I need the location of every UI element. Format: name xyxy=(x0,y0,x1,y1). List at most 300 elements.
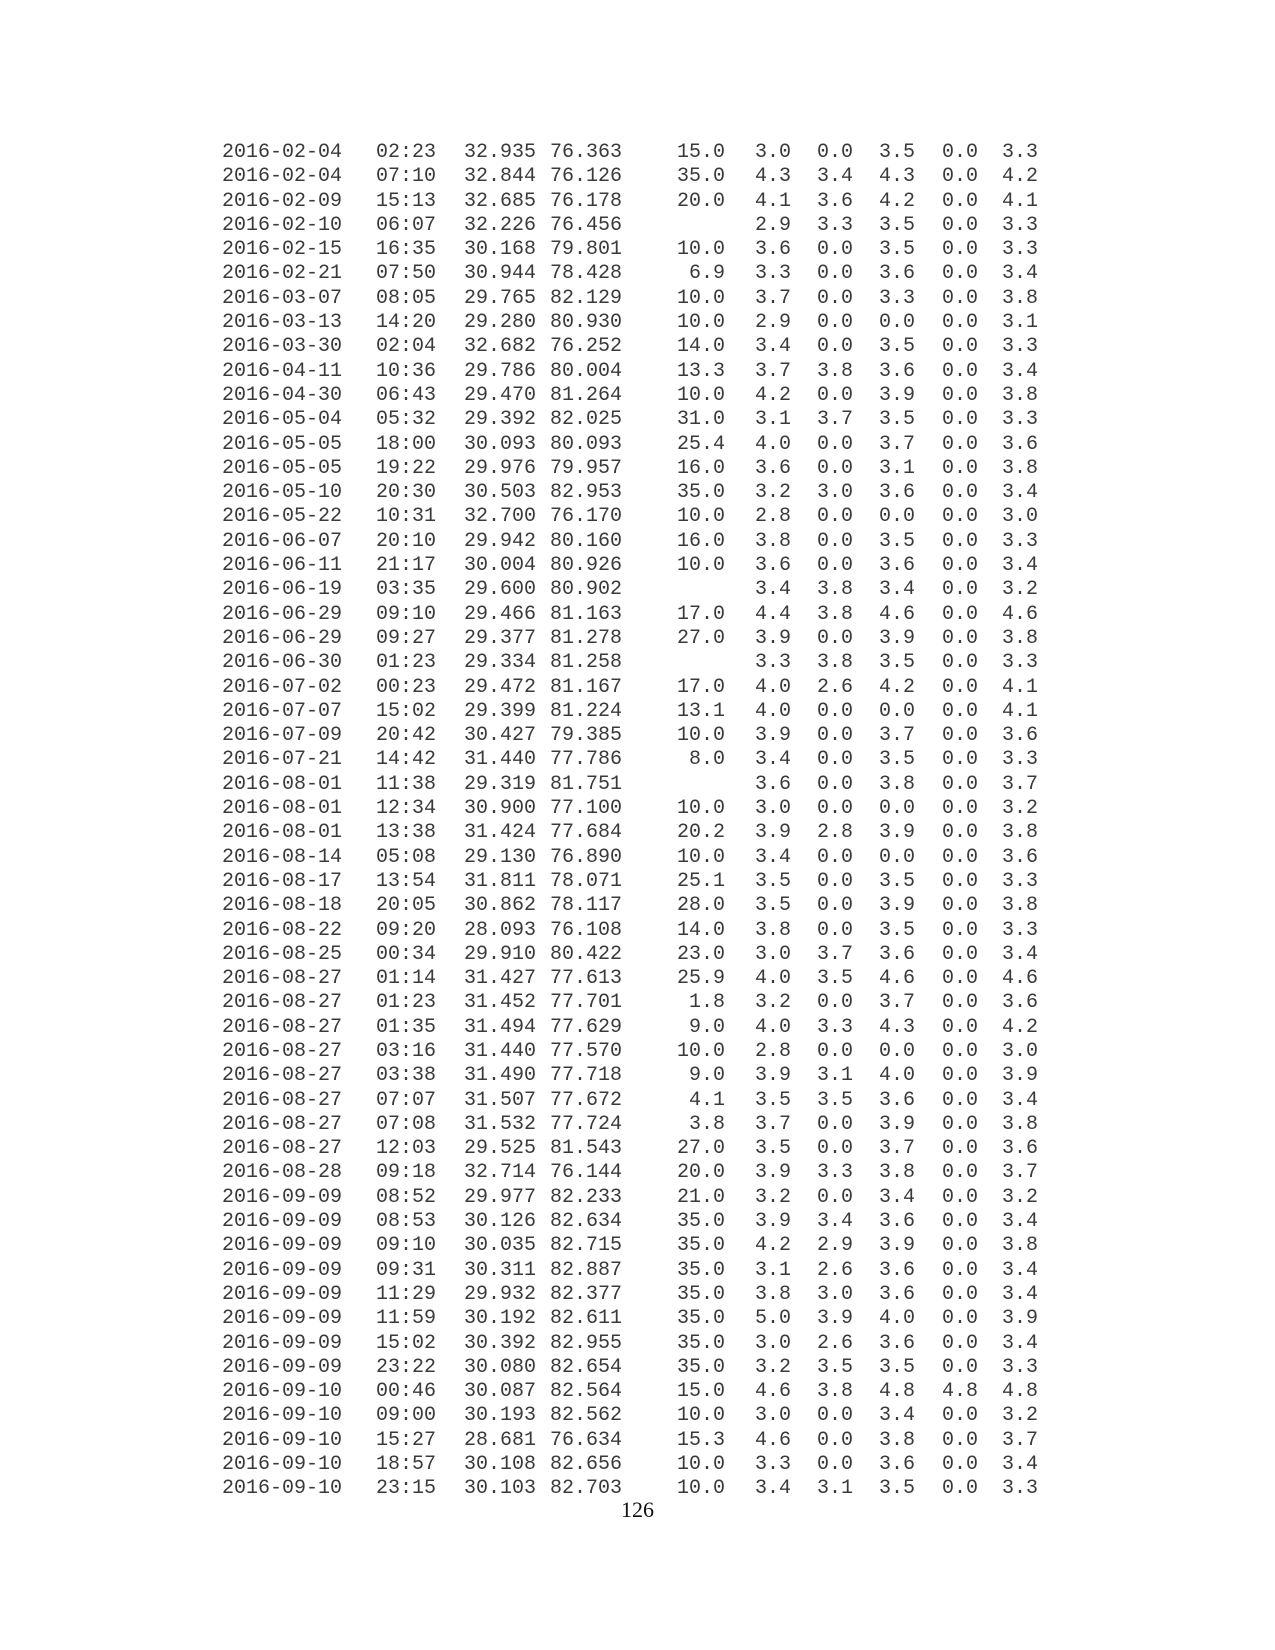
longitude-cell: 77.718 xyxy=(550,1064,623,1088)
latitude-cell: 30.193 xyxy=(464,1404,537,1428)
value-cell-3: 3.9 xyxy=(879,1234,916,1258)
value-cell-5: 3.4 xyxy=(1002,1210,1039,1234)
value-cell-4: 0.0 xyxy=(942,1064,979,1088)
depth-cell: 4.1 xyxy=(689,1088,726,1112)
table-row xyxy=(222,408,1038,432)
depth-cell: 9.0 xyxy=(689,1015,726,1039)
longitude-cell: 82.611 xyxy=(550,1307,623,1331)
value-cell-4: 0.0 xyxy=(942,1331,979,1355)
date-cell: 2016-06-30 xyxy=(222,651,343,675)
depth-cell: 10.0 xyxy=(677,1453,726,1477)
table-row xyxy=(222,214,1038,238)
value-cell-2: 3.5 xyxy=(817,1088,854,1112)
value-cell-1: 3.8 xyxy=(755,1282,792,1306)
depth-cell: 25.9 xyxy=(677,967,726,991)
value-cell-3: 4.0 xyxy=(879,1064,916,1088)
longitude-cell: 76.170 xyxy=(550,505,623,529)
table-row xyxy=(222,846,1038,870)
value-cell-4: 0.0 xyxy=(942,918,979,942)
value-cell-4: 0.0 xyxy=(942,869,979,893)
table-row xyxy=(222,1356,1038,1380)
value-cell-3: 3.6 xyxy=(879,1282,916,1306)
value-cell-3: 4.2 xyxy=(879,675,916,699)
latitude-cell: 29.280 xyxy=(464,311,537,335)
value-cell-2: 0.0 xyxy=(817,1112,854,1136)
table-row xyxy=(222,870,1038,894)
value-cell-4: 0.0 xyxy=(942,238,979,262)
time-cell: 11:38 xyxy=(376,772,437,796)
value-cell-1: 2.9 xyxy=(755,213,792,237)
depth-cell: 10.0 xyxy=(677,383,726,407)
longitude-cell: 81.258 xyxy=(550,651,623,675)
latitude-cell: 30.093 xyxy=(464,432,537,456)
table-row xyxy=(222,1186,1038,1210)
value-cell-5: 3.6 xyxy=(1002,1137,1039,1161)
value-cell-3: 3.7 xyxy=(879,1137,916,1161)
value-cell-3: 4.3 xyxy=(879,165,916,189)
date-cell: 2016-08-18 xyxy=(222,894,343,918)
latitude-cell: 29.600 xyxy=(464,578,537,602)
value-cell-3: 0.0 xyxy=(879,311,916,335)
time-cell: 07:10 xyxy=(376,165,437,189)
time-cell: 15:27 xyxy=(376,1428,437,1452)
table-row xyxy=(222,700,1038,724)
table-row xyxy=(222,1089,1038,1113)
value-cell-2: 0.0 xyxy=(817,432,854,456)
value-cell-5: 3.4 xyxy=(1002,1453,1039,1477)
date-cell: 2016-02-15 xyxy=(222,238,343,262)
value-cell-4: 0.0 xyxy=(942,967,979,991)
value-cell-1: 3.2 xyxy=(755,1355,792,1379)
value-cell-4: 0.0 xyxy=(942,311,979,335)
longitude-cell: 81.278 xyxy=(550,626,623,650)
value-cell-4: 0.0 xyxy=(942,748,979,772)
value-cell-2: 2.6 xyxy=(817,1331,854,1355)
value-cell-1: 3.1 xyxy=(755,1258,792,1282)
longitude-cell: 77.613 xyxy=(550,967,623,991)
value-cell-3: 3.8 xyxy=(879,1428,916,1452)
value-cell-5: 3.8 xyxy=(1002,456,1039,480)
value-cell-1: 4.1 xyxy=(755,189,792,213)
value-cell-1: 3.4 xyxy=(755,578,792,602)
time-cell: 16:35 xyxy=(376,238,437,262)
value-cell-5: 3.4 xyxy=(1002,481,1039,505)
value-cell-2: 3.0 xyxy=(817,1282,854,1306)
date-cell: 2016-08-01 xyxy=(222,821,343,845)
value-cell-4: 0.0 xyxy=(942,432,979,456)
longitude-cell: 76.363 xyxy=(550,141,623,164)
longitude-cell: 81.751 xyxy=(550,772,623,796)
value-cell-4: 0.0 xyxy=(942,942,979,966)
longitude-cell: 80.160 xyxy=(550,529,623,553)
latitude-cell: 30.311 xyxy=(464,1258,537,1282)
value-cell-1: 4.4 xyxy=(755,602,792,626)
value-cell-2: 2.6 xyxy=(817,1258,854,1282)
value-cell-4: 0.0 xyxy=(942,1234,979,1258)
date-cell: 2016-08-27 xyxy=(222,1088,343,1112)
depth-cell: 21.0 xyxy=(677,1185,726,1209)
depth-cell: 10.0 xyxy=(677,238,726,262)
latitude-cell: 29.466 xyxy=(464,602,537,626)
time-cell: 05:32 xyxy=(376,408,437,432)
depth-cell: 35.0 xyxy=(677,1282,726,1306)
value-cell-3: 3.8 xyxy=(879,1161,916,1185)
table-row xyxy=(222,1380,1038,1404)
date-cell: 2016-05-10 xyxy=(222,481,343,505)
depth-cell: 25.4 xyxy=(677,432,726,456)
value-cell-4: 0.0 xyxy=(942,797,979,821)
longitude-cell: 76.144 xyxy=(550,1161,623,1185)
value-cell-5: 3.3 xyxy=(1002,918,1039,942)
date-cell: 2016-08-27 xyxy=(222,1064,343,1088)
value-cell-5: 3.6 xyxy=(1002,432,1039,456)
value-cell-4: 0.0 xyxy=(942,894,979,918)
value-cell-5: 3.4 xyxy=(1002,554,1039,578)
date-cell: 2016-05-05 xyxy=(222,456,343,480)
value-cell-2: 3.3 xyxy=(817,1161,854,1185)
value-cell-3: 4.2 xyxy=(879,189,916,213)
depth-cell: 15.0 xyxy=(677,141,726,164)
date-cell: 2016-08-01 xyxy=(222,797,343,821)
longitude-cell: 82.129 xyxy=(550,286,623,310)
value-cell-2: 2.8 xyxy=(817,821,854,845)
value-cell-1: 3.1 xyxy=(755,408,792,432)
longitude-cell: 80.902 xyxy=(550,578,623,602)
value-cell-3: 3.5 xyxy=(879,141,916,164)
depth-cell xyxy=(622,651,725,675)
value-cell-4: 0.0 xyxy=(942,456,979,480)
latitude-cell: 28.093 xyxy=(464,918,537,942)
page-number: 126 xyxy=(621,1497,654,1522)
depth-cell: 13.3 xyxy=(677,359,726,383)
value-cell-3: 3.5 xyxy=(879,651,916,675)
value-cell-4: 0.0 xyxy=(942,1088,979,1112)
latitude-cell: 29.525 xyxy=(464,1137,537,1161)
time-cell: 09:10 xyxy=(376,1234,437,1258)
value-cell-5: 3.7 xyxy=(1002,772,1039,796)
date-cell: 2016-04-11 xyxy=(222,359,343,383)
depth-cell: 31.0 xyxy=(677,408,726,432)
depth-cell: 10.0 xyxy=(677,1039,726,1063)
value-cell-5: 3.2 xyxy=(1002,578,1039,602)
value-cell-2: 2.6 xyxy=(817,675,854,699)
value-cell-2: 0.0 xyxy=(817,918,854,942)
value-cell-5: 4.1 xyxy=(1002,699,1039,723)
value-cell-1: 3.2 xyxy=(755,481,792,505)
time-cell: 20:05 xyxy=(376,894,437,918)
value-cell-4: 0.0 xyxy=(942,1282,979,1306)
value-cell-3: 3.6 xyxy=(879,1088,916,1112)
value-cell-2: 0.0 xyxy=(817,1453,854,1477)
value-cell-4: 0.0 xyxy=(942,262,979,286)
time-cell: 09:00 xyxy=(376,1404,437,1428)
latitude-cell: 29.932 xyxy=(464,1282,537,1306)
longitude-cell: 82.955 xyxy=(550,1331,623,1355)
table-row xyxy=(222,1453,1038,1477)
time-cell: 15:13 xyxy=(376,189,437,213)
depth-cell: 8.0 xyxy=(689,748,726,772)
value-cell-1: 3.7 xyxy=(755,1112,792,1136)
value-cell-2: 3.4 xyxy=(817,1210,854,1234)
value-cell-4: 0.0 xyxy=(942,626,979,650)
value-cell-2: 0.0 xyxy=(817,894,854,918)
longitude-cell: 77.684 xyxy=(550,821,623,845)
time-cell: 00:34 xyxy=(376,942,437,966)
value-cell-5: 3.8 xyxy=(1002,286,1039,310)
table-row xyxy=(222,384,1038,408)
value-cell-2: 0.0 xyxy=(817,1137,854,1161)
value-cell-2: 0.0 xyxy=(817,529,854,553)
time-cell: 15:02 xyxy=(376,1331,437,1355)
longitude-cell: 78.117 xyxy=(550,894,623,918)
value-cell-5: 3.3 xyxy=(1002,408,1039,432)
table-row xyxy=(222,1234,1038,1258)
longitude-cell: 81.163 xyxy=(550,602,623,626)
longitude-cell: 81.543 xyxy=(550,1137,623,1161)
date-cell: 2016-09-10 xyxy=(222,1453,343,1477)
event-catalog-table xyxy=(222,141,1038,1502)
latitude-cell: 30.080 xyxy=(464,1355,537,1379)
value-cell-2: 0.0 xyxy=(817,311,854,335)
date-cell: 2016-08-27 xyxy=(222,1039,343,1063)
longitude-cell: 82.654 xyxy=(550,1355,623,1379)
value-cell-1: 5.0 xyxy=(755,1307,792,1331)
depth-cell: 16.0 xyxy=(677,456,726,480)
time-cell: 08:52 xyxy=(376,1185,437,1209)
longitude-cell: 82.703 xyxy=(550,1477,623,1501)
date-cell: 2016-08-25 xyxy=(222,942,343,966)
value-cell-1: 3.9 xyxy=(755,626,792,650)
value-cell-1: 3.7 xyxy=(755,286,792,310)
value-cell-4: 0.0 xyxy=(942,1355,979,1379)
value-cell-3: 4.8 xyxy=(879,1380,916,1404)
depth-cell: 16.0 xyxy=(677,529,726,553)
value-cell-4: 0.0 xyxy=(942,165,979,189)
time-cell: 20:10 xyxy=(376,529,437,553)
latitude-cell: 30.862 xyxy=(464,894,537,918)
value-cell-4: 0.0 xyxy=(942,1210,979,1234)
table-row xyxy=(222,967,1038,991)
time-cell: 18:57 xyxy=(376,1453,437,1477)
date-cell: 2016-07-07 xyxy=(222,699,343,723)
table-row xyxy=(222,651,1038,675)
latitude-cell: 30.168 xyxy=(464,238,537,262)
date-cell: 2016-02-10 xyxy=(222,213,343,237)
time-cell: 01:23 xyxy=(376,991,437,1015)
time-cell: 15:02 xyxy=(376,699,437,723)
depth-cell: 3.8 xyxy=(689,1112,726,1136)
latitude-cell: 31.490 xyxy=(464,1064,537,1088)
table-row xyxy=(222,894,1038,918)
value-cell-2: 0.0 xyxy=(817,141,854,164)
depth-cell xyxy=(622,773,725,797)
value-cell-3: 3.3 xyxy=(879,286,916,310)
value-cell-5: 3.9 xyxy=(1002,1064,1039,1088)
depth-cell: 35.0 xyxy=(677,1258,726,1282)
table-row xyxy=(222,505,1038,529)
table-row xyxy=(222,481,1038,505)
latitude-cell: 31.427 xyxy=(464,967,537,991)
value-cell-4: 0.0 xyxy=(942,1137,979,1161)
latitude-cell: 29.392 xyxy=(464,408,537,432)
table-row xyxy=(222,724,1038,748)
time-cell: 12:34 xyxy=(376,797,437,821)
table-row xyxy=(222,748,1038,772)
value-cell-2: 0.0 xyxy=(817,1428,854,1452)
time-cell: 13:54 xyxy=(376,869,437,893)
longitude-cell: 82.634 xyxy=(550,1210,623,1234)
value-cell-1: 2.9 xyxy=(755,311,792,335)
table-row xyxy=(222,1113,1038,1137)
table-row xyxy=(222,603,1038,627)
latitude-cell: 29.130 xyxy=(464,845,537,869)
value-cell-2: 0.0 xyxy=(817,554,854,578)
value-cell-1: 3.5 xyxy=(755,894,792,918)
table-row xyxy=(222,676,1038,700)
value-cell-1: 3.7 xyxy=(755,359,792,383)
date-cell: 2016-05-22 xyxy=(222,505,343,529)
table-row xyxy=(222,238,1038,262)
depth-cell: 14.0 xyxy=(677,335,726,359)
value-cell-4: 0.0 xyxy=(942,1453,979,1477)
depth-cell: 35.0 xyxy=(677,1234,726,1258)
value-cell-3: 3.6 xyxy=(879,1453,916,1477)
value-cell-5: 3.4 xyxy=(1002,359,1039,383)
value-cell-3: 0.0 xyxy=(879,845,916,869)
value-cell-1: 3.4 xyxy=(755,748,792,772)
time-cell: 20:30 xyxy=(376,481,437,505)
value-cell-3: 3.6 xyxy=(879,359,916,383)
latitude-cell: 31.440 xyxy=(464,748,537,772)
longitude-cell: 76.126 xyxy=(550,165,623,189)
value-cell-3: 3.8 xyxy=(879,772,916,796)
longitude-cell: 76.108 xyxy=(550,918,623,942)
time-cell: 01:35 xyxy=(376,1015,437,1039)
time-cell: 02:23 xyxy=(376,141,437,164)
value-cell-4: 0.0 xyxy=(942,602,979,626)
value-cell-1: 4.6 xyxy=(755,1380,792,1404)
time-cell: 09:27 xyxy=(376,626,437,650)
table-row xyxy=(222,335,1038,359)
value-cell-1: 3.6 xyxy=(755,456,792,480)
value-cell-5: 3.4 xyxy=(1002,1331,1039,1355)
latitude-cell: 29.942 xyxy=(464,529,537,553)
value-cell-5: 3.9 xyxy=(1002,1307,1039,1331)
value-cell-5: 3.8 xyxy=(1002,383,1039,407)
value-cell-2: 0.0 xyxy=(817,262,854,286)
time-cell: 05:08 xyxy=(376,845,437,869)
latitude-cell: 29.977 xyxy=(464,1185,537,1209)
longitude-cell: 78.071 xyxy=(550,869,623,893)
depth-cell: 10.0 xyxy=(677,311,726,335)
value-cell-5: 4.8 xyxy=(1002,1380,1039,1404)
table-row xyxy=(222,578,1038,602)
value-cell-2: 0.0 xyxy=(817,626,854,650)
value-cell-2: 0.0 xyxy=(817,845,854,869)
table-row xyxy=(222,1064,1038,1088)
table-row xyxy=(222,287,1038,311)
value-cell-3: 3.5 xyxy=(879,335,916,359)
value-cell-5: 3.3 xyxy=(1002,651,1039,675)
date-cell: 2016-02-21 xyxy=(222,262,343,286)
value-cell-4: 0.0 xyxy=(942,772,979,796)
date-cell: 2016-09-09 xyxy=(222,1258,343,1282)
value-cell-4: 0.0 xyxy=(942,1112,979,1136)
value-cell-4: 0.0 xyxy=(942,821,979,845)
time-cell: 19:22 xyxy=(376,456,437,480)
value-cell-2: 2.9 xyxy=(817,1234,854,1258)
date-cell: 2016-05-04 xyxy=(222,408,343,432)
date-cell: 2016-09-10 xyxy=(222,1428,343,1452)
value-cell-3: 3.6 xyxy=(879,1331,916,1355)
value-cell-5: 3.4 xyxy=(1002,1258,1039,1282)
value-cell-3: 0.0 xyxy=(879,797,916,821)
value-cell-2: 0.0 xyxy=(817,456,854,480)
value-cell-1: 3.6 xyxy=(755,772,792,796)
table-row xyxy=(222,821,1038,845)
time-cell: 10:36 xyxy=(376,359,437,383)
longitude-cell: 77.629 xyxy=(550,1015,623,1039)
time-cell: 14:42 xyxy=(376,748,437,772)
latitude-cell: 29.319 xyxy=(464,772,537,796)
value-cell-5: 3.3 xyxy=(1002,529,1039,553)
time-cell: 09:20 xyxy=(376,918,437,942)
value-cell-4: 0.0 xyxy=(942,189,979,213)
value-cell-3: 3.5 xyxy=(879,529,916,553)
date-cell: 2016-02-04 xyxy=(222,141,343,164)
date-cell: 2016-08-27 xyxy=(222,991,343,1015)
date-cell: 2016-07-21 xyxy=(222,748,343,772)
value-cell-4: 0.0 xyxy=(942,845,979,869)
value-cell-4: 0.0 xyxy=(942,1161,979,1185)
time-cell: 23:15 xyxy=(376,1477,437,1501)
depth-cell: 17.0 xyxy=(677,602,726,626)
longitude-cell: 80.093 xyxy=(550,432,623,456)
value-cell-5: 4.2 xyxy=(1002,1015,1039,1039)
value-cell-3: 3.4 xyxy=(879,578,916,602)
depth-cell xyxy=(622,214,725,238)
table-row xyxy=(222,943,1038,967)
longitude-cell: 82.715 xyxy=(550,1234,623,1258)
table-row xyxy=(222,1404,1038,1428)
time-cell: 07:07 xyxy=(376,1088,437,1112)
value-cell-3: 0.0 xyxy=(879,1039,916,1063)
table-row xyxy=(222,433,1038,457)
longitude-cell: 76.252 xyxy=(550,335,623,359)
value-cell-2: 3.8 xyxy=(817,602,854,626)
depth-cell: 28.0 xyxy=(677,894,726,918)
value-cell-5: 4.6 xyxy=(1002,602,1039,626)
time-cell: 11:59 xyxy=(376,1307,437,1331)
longitude-cell: 80.930 xyxy=(550,311,623,335)
date-cell: 2016-03-13 xyxy=(222,311,343,335)
value-cell-5: 3.3 xyxy=(1002,213,1039,237)
value-cell-5: 3.4 xyxy=(1002,1088,1039,1112)
table-row xyxy=(222,1137,1038,1161)
value-cell-1: 3.4 xyxy=(755,335,792,359)
value-cell-2: 0.0 xyxy=(817,748,854,772)
value-cell-2: 3.6 xyxy=(817,189,854,213)
value-cell-4: 0.0 xyxy=(942,1185,979,1209)
time-cell: 10:31 xyxy=(376,505,437,529)
latitude-cell: 30.087 xyxy=(464,1380,537,1404)
time-cell: 03:35 xyxy=(376,578,437,602)
latitude-cell: 29.334 xyxy=(464,651,537,675)
value-cell-2: 0.0 xyxy=(817,286,854,310)
time-cell: 03:38 xyxy=(376,1064,437,1088)
longitude-cell: 76.178 xyxy=(550,189,623,213)
depth-cell: 35.0 xyxy=(677,1307,726,1331)
